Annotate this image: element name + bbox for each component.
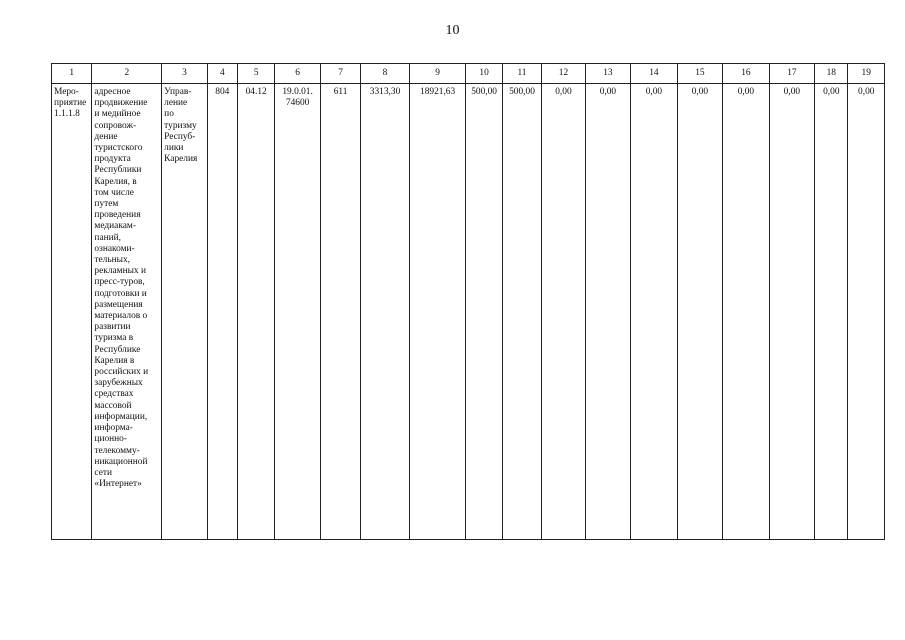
table-cell: 0,00: [631, 84, 678, 540]
column-header: 17: [769, 64, 814, 84]
column-header: 18: [815, 64, 848, 84]
column-header: 15: [677, 64, 722, 84]
column-header: 11: [502, 64, 541, 84]
column-header: 4: [207, 64, 237, 84]
table-cell: 0,00: [677, 84, 722, 540]
table-cell: 0,00: [769, 84, 814, 540]
activity-description-cell: адресное продвижение и медийное сопровож- дение туристского продукта Республики Карелия, в том числе путем проведения медиакам- паний, ознакоми- тельных, рекламных и пресс-туров, подготовки и размещения материалов о развитии туризма в Республике Карелия в российских и зарубежных средствах массовой информации, информа- ционно- телекомму- никационной сети «Интернет»: [92, 84, 162, 540]
activity-code-cell: Меро- приятие 1.1.1.8: [52, 84, 92, 540]
table-cell: 611: [320, 84, 360, 540]
table-cell: 3313,30: [361, 84, 410, 540]
column-header: 3: [162, 64, 207, 84]
column-header: 2: [92, 64, 162, 84]
column-header: 9: [409, 64, 466, 84]
column-header: 1: [52, 64, 92, 84]
table-cell: 500,00: [502, 84, 541, 540]
column-header: 6: [275, 64, 320, 84]
table-cell: 0,00: [585, 84, 630, 540]
column-header: 13: [585, 64, 630, 84]
column-header: 8: [361, 64, 410, 84]
column-header: 10: [466, 64, 502, 84]
table-cell: 804: [207, 84, 237, 540]
table-cell: 19.0.01. 74600: [275, 84, 320, 540]
column-header: 16: [723, 64, 770, 84]
table-cell: 0,00: [815, 84, 848, 540]
table-header-row: [52, 64, 885, 84]
table-cell: 04.12: [237, 84, 274, 540]
table-cell: 500,00: [466, 84, 502, 540]
column-header: 12: [542, 64, 585, 84]
page-number: 10: [445, 23, 460, 38]
responsible-agency-cell: Управ- ление по туризму Респуб- лики Карелия: [162, 84, 207, 540]
column-header: 19: [848, 64, 885, 84]
table-row: [52, 84, 885, 540]
table-cell: 0,00: [542, 84, 585, 540]
table-cell: 18921,63: [409, 84, 466, 540]
table-cell: 0,00: [723, 84, 770, 540]
column-header: 7: [320, 64, 360, 84]
column-header: 5: [237, 64, 274, 84]
table-cell: 0,00: [848, 84, 885, 540]
column-header: 14: [631, 64, 678, 84]
budget-table: [51, 63, 885, 540]
